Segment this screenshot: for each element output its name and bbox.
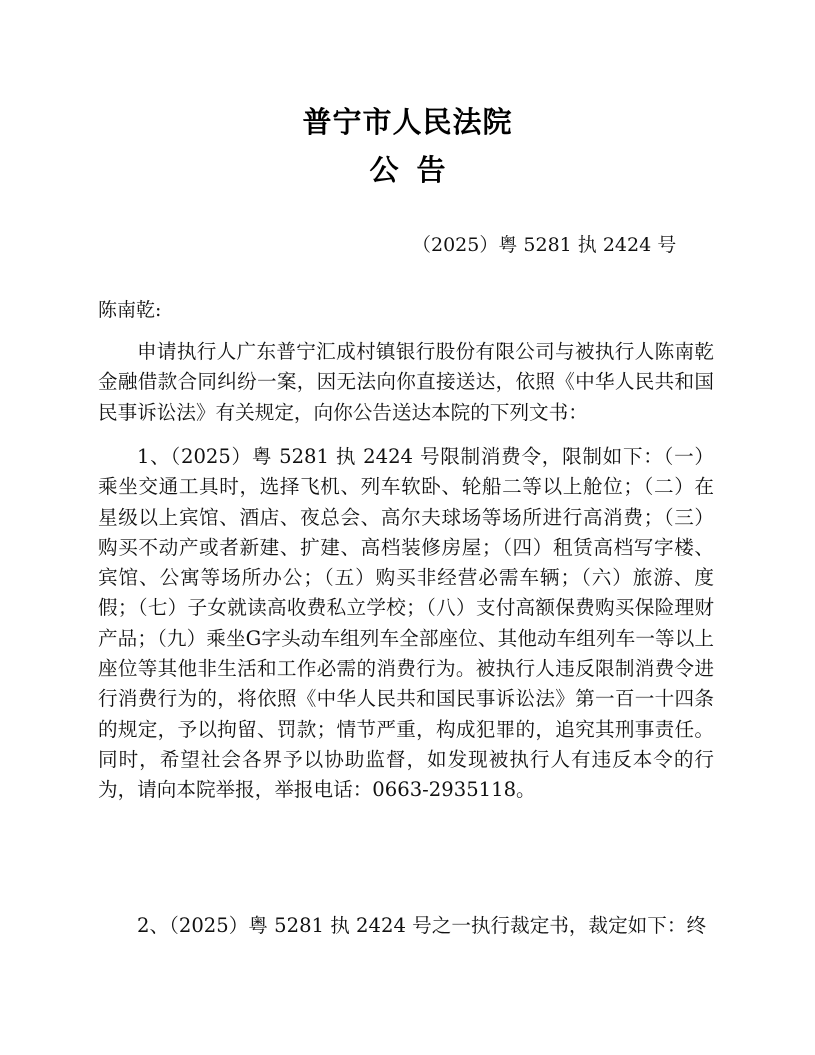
body-paragraph-execution-ruling: 2、（2025）粤 5281 执 2424 号之一执行裁定书，裁定如下：终 [137, 914, 707, 937]
court-name: 普宁市人民法院 [302, 105, 513, 139]
addressee: 陈南乾: [98, 299, 162, 321]
case-number: （2025）粤 5281 执 2424 号 [412, 234, 677, 256]
body-paragraph-consumption-restriction: 1、（2025）粤 5281 执 2424 号限制消费令，限制如下：（一）乘坐交通工具时，选择飞机、列车软卧、轮船二等以上舱位；（二）在星级以上宾馆、酒店、夜总会、高尔夫球场等场所进行高消费；（三）购买不动产或者新建、扩建、高档装修房屋；（四）租赁高档写字楼、宾馆、公寓等场所办公；（五）购买非经营必需车辆；（六）旅游、度假；（七）子女就读高收费私立学校；（八）支付高额保费购买保险理财产品；（九）乘坐G字头动车组列车全部座位、其他动车组列车一等以上座位等其他非生活和工作必需的消费行为。被执行人违反限制消费令进行消费行为的，将依照《中华人民共和国民事诉讼法》第一百一十四条的规定，予以拘留、罚款；情节严重，构成犯罪的，追究其刑事责任。同时，希望社会各界予以协助监督，如发现被执行人有违反本令的行为，请向本院举报，举报电话：0663-2935118。 [98, 445, 714, 802]
document-type-title: 公告 [369, 153, 464, 187]
body-paragraph-intro: 申请执行人广东普宁汇成村镇银行股份有限公司与被执行人陈南乾金融借款合同纠纷一案，因无法向你直接送达，依照《中华人民共和国民事诉讼法》有关规定，向你公告送达本院的下列文书： [98, 340, 714, 424]
